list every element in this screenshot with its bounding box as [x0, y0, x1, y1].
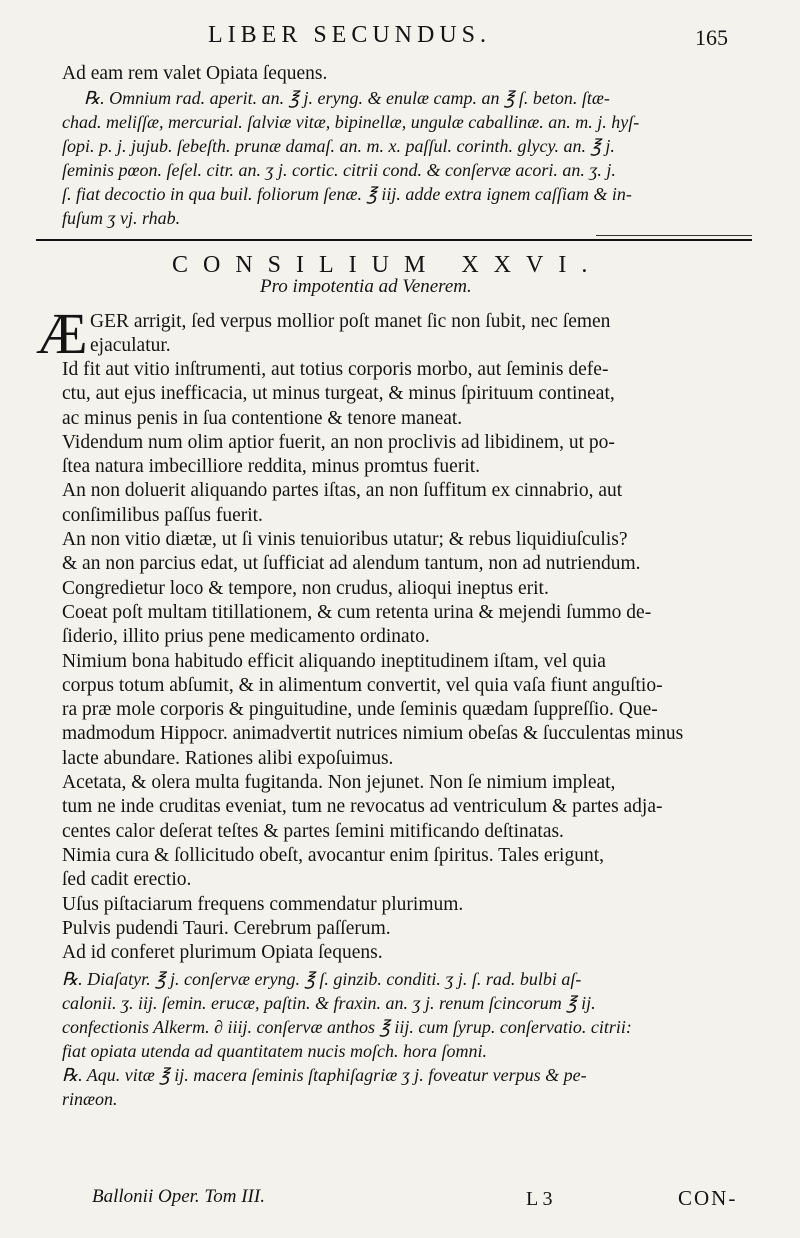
recipe-line: ℞. Aqu. vitæ ℥ ij. macera ſeminis ſtaphiſagriæ ʒ j. foveatur verpus & pe- [62, 1065, 587, 1085]
text-line: Coeat poſt multam titillationem, & cum retenta urina & mejendi ſummo de- [62, 601, 652, 623]
recipe-block [62, 967, 754, 1111]
running-header: LIBER SECUNDUS. [208, 22, 492, 48]
text-line: corpus totum abſumit, & in alimentum convertit, vel quia vaſa fiunt anguſtio- [62, 674, 663, 696]
text-line: tum ne inde cruditas eveniat, tum ne revocatus ad ventriculum & partes adja- [62, 796, 663, 818]
page-number: 165 [695, 25, 728, 50]
section-title: CONSILIUM XXVI. [172, 252, 603, 278]
section-subtitle: Pro impotentia ad Venerem. [260, 276, 472, 297]
recipe-line: ℞. Omnium rad. aperit. an. ℥ j. eryng. & enulæ camp. an ℥ ſ. beton. ſtæ- [84, 88, 610, 109]
section-divider [36, 239, 752, 241]
catchword: CON- [678, 1186, 738, 1210]
text-line: ra præ mole corporis & pinguitudine, unde ſeminis quædam ſuppreſſio. Que- [62, 699, 658, 721]
text-line: conſimilibus paſſus fuerit. [62, 504, 263, 526]
drop-cap: Æ [36, 301, 88, 366]
recipe-line: fuſum ʒ vj. rhab. [62, 208, 181, 229]
footer-title: Ballonii Oper. Tom III. [92, 1186, 265, 1207]
text-line: Ad id conferet plurimum Opiata ſequens. [62, 942, 383, 964]
recipe-line: chad. meliſſæ, mercurial. ſalviæ vitæ, bipinellæ, ungulæ caballinæ. an. m. j. hyſ- [62, 112, 640, 133]
text-line: Videndum num olim aptior fuerit, an non proclivis ad libidinem, ut po- [62, 431, 615, 453]
recipe-line: calonii. ʒ. iij. ſemin. erucæ, paſtin. & fraxin. an. ʒ j. renum ſcincorum ℥ ij. [62, 993, 596, 1013]
text-line: centes calor deſerat teſtes & partes ſemini mitificando deſtinatas. [62, 820, 564, 842]
text-line: madmodum Hippocr. animadvertit nutrices nimium obeſas & ſucculentas minus [62, 723, 684, 745]
text-line: Pulvis pudendi Tauri. Cerebrum paſſerum. [62, 917, 391, 939]
recipe-line: ſeminis pœon. ſeſel. citr. an. ʒ j. cortic. citrii cond. & conſervæ acori. an. ʒ. j. [62, 160, 616, 181]
text-line: & an non parcius edat, ut ſufficiat ad alendum tantum, non ad nutriendum. [62, 553, 641, 575]
top-section [62, 62, 754, 230]
opening-paragraph [90, 310, 754, 359]
text-line: lacte abundare. Rationes alibi expoſuimus. [62, 747, 394, 769]
text-line: An non vitio diætæ, ut ſi vinis tenuioribus utatur; & rebus liquidiuſculis? [62, 529, 628, 551]
text-line: Nimia cura & ſollicitudo obeſt, avocantur enim ſpiritus. Tales erigunt, [62, 844, 604, 866]
text-line: Id fit aut vitio inſtrumenti, aut totius corporis morbo, aut ſeminis defe- [62, 359, 609, 380]
signature-mark: L 3 [526, 1188, 553, 1210]
text-line: ejaculatur. [90, 335, 171, 357]
text-line: ac minus penis in ſua contentione & tenore maneat. [62, 407, 463, 429]
text-line: Ad eam rem valet Opiata ſequens. [62, 63, 328, 84]
text-line: ſtea natura imbecilliore reddita, minus promtus fuerit. [62, 456, 481, 478]
text-line: An non doluerit aliquando partes iſtas, an non ſuffitum ex cinnabrio, aut [62, 480, 623, 502]
recipe-line: ſopi. p. j. jujub. ſebeſth. prunæ damaſ. an. m. x. paſſul. corinth. glycy. an. ℥ j. [62, 136, 615, 157]
recipe-line: fiat opiata utenda ad quantitatem nucis moſch. hora ſomni. [62, 1041, 487, 1061]
text-line: Congredietur loco & tempore, non crudus, alioqui ineptus erit. [62, 577, 549, 599]
text-line: Acetata, & olera multa fugitanda. Non jejunet. Non ſe nimium impleat, [62, 772, 616, 794]
text-line: GER arrigit, ſed verpus mollior poſt manet ſic non ſubit, nec ſemen [90, 311, 611, 332]
recipe-line: confectionis Alkerm. ∂ iiij. conſervæ anthos ℥ iij. cum ſyrup. conſervatio. citrii: [62, 1017, 632, 1037]
text-line: Uſus piſtaciarum frequens commendatur plurimum. [62, 893, 464, 915]
text-line: Nimium bona habitudo efficit aliquando ineptitudinem iſtam, vel quia [62, 650, 606, 672]
recipe-line: ſ. fiat decoctio in qua buil. foliorum ſenæ. ℥ iij. adde extra ignem caſſiam & in- [62, 184, 632, 205]
recipe-line: rinæon. [62, 1089, 118, 1109]
text-line: ctu, aut ejus inefficacia, ut minus turgeat, & minus ſpirituum contineat, [62, 383, 615, 405]
text-line: ſed cadit erectio. [62, 869, 192, 891]
section-divider-accent [596, 235, 752, 236]
text-line: ſiderio, illito prius pene medicamento ordinato. [62, 626, 430, 648]
recipe-line: ℞. Diaſatyr. ℥ j. conſervæ eryng. ℥ ſ. ginzib. conditi. ʒ j. ſ. rad. bulbi aſ- [62, 969, 582, 989]
body-text [62, 358, 754, 965]
